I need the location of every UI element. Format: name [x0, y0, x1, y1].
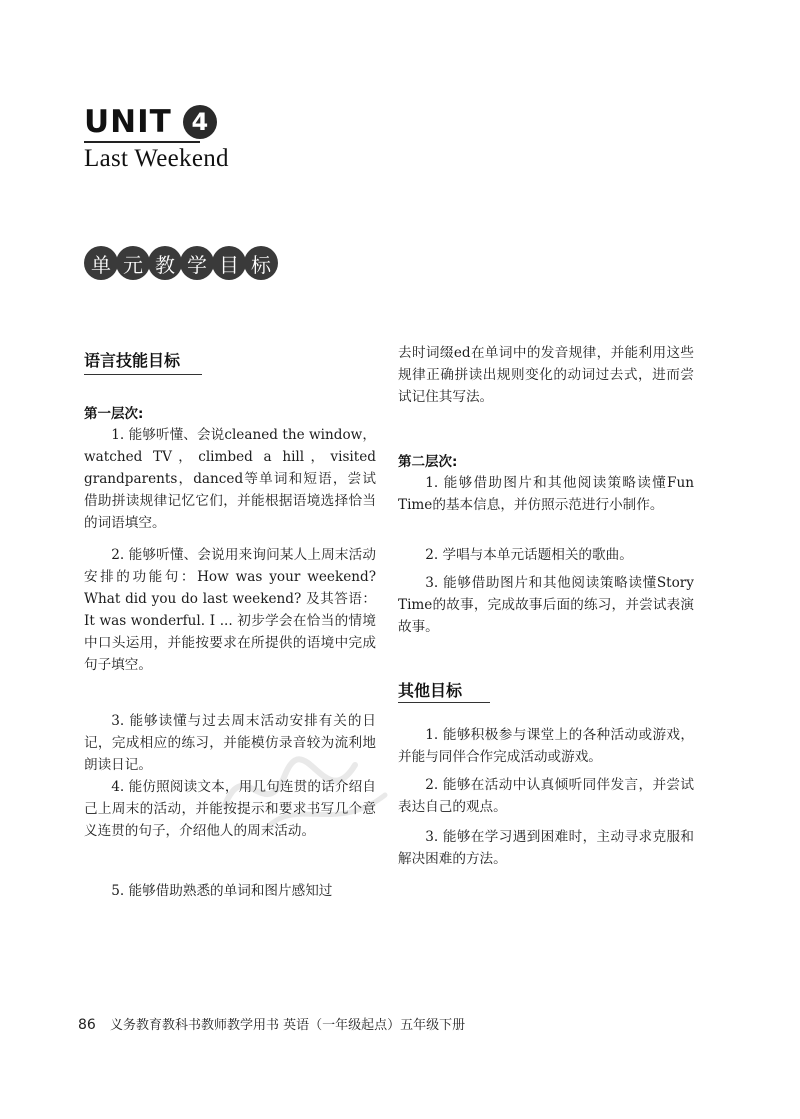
banner-char: 学: [180, 246, 214, 280]
other-goal-item: 1. 能够积极参与课堂上的各种活动或游戏，并能与同伴合作完成活动或游戏。: [398, 727, 694, 765]
unit-heading: [84, 104, 217, 140]
level1-item: 4. 能仿照阅读文本，用几句连贯的话介绍自己上周末的活动，并能按提示和要求书写几个意义连贯的句子，介绍他人的周末活动。: [84, 779, 376, 839]
unit-number-badge: 4: [183, 105, 217, 139]
level1-item: 2. 能够听懂、会说用来询问某人上周末活动安排的功能句：How was your weekend? What did you do last weekend? 及其答语：It was wonderful. I ... 初步学会在恰当的情境中口头运用，并能按要求在所提供的语境中完成句子填空。: [84, 547, 376, 673]
level1-item: 1. 能够听懂、会说cleaned the window，watched TV，climbed a hill，visited grandparents，danced等单词和短语，尝试借助拼读规律记忆它们，并能根据语境选择恰当的词语填空。: [84, 427, 376, 531]
unit-label: UNIT: [84, 104, 172, 140]
book-title: 义务教育教科书教师教学用书 英语（一年级起点）五年级下册: [109, 1018, 466, 1033]
page-footer: [78, 1014, 465, 1033]
unit-objectives-banner: [84, 244, 276, 282]
language-skills-title: 语言技能目标: [84, 351, 181, 370]
other-goal-item: 3. 能够在学习遇到困难时，主动寻求克服和解决困难的方法。: [398, 829, 694, 867]
level2-item: 1. 能够借助图片和其他阅读策略读懂Fun Time的基本信息，并仿照示范进行小制作。: [398, 475, 694, 513]
level2-title: 第二层次:: [398, 454, 458, 470]
banner-char: 单: [84, 246, 118, 280]
unit-title: Last Weekend: [84, 145, 229, 172]
banner-char: 教: [148, 246, 182, 280]
banner-char: 元: [116, 246, 150, 280]
section-underline: [84, 374, 202, 375]
level1-item-5-continued: 去时词缀ed在单词中的发音规律，并能利用这些规律正确拼读出规则变化的动词过去式，进而尝试记住其写法。: [398, 345, 694, 405]
banner-char: 目: [212, 246, 246, 280]
page-number: 86: [78, 1017, 96, 1033]
other-goal-item: 2. 能够在活动中认真倾听同伴发言，并尝试表达自己的观点。: [398, 777, 694, 815]
section-underline: [398, 702, 490, 703]
level2-item: 2. 学唱与本单元话题相关的歌曲。: [425, 547, 633, 563]
other-goals-title: 其他目标: [398, 681, 463, 700]
level1-title: 第一层次:: [84, 406, 144, 422]
banner-char: 标: [244, 246, 278, 280]
level1-item-5-start: 5. 能够借助熟悉的单词和图片感知过: [111, 883, 333, 899]
level2-item: 3. 能够借助图片和其他阅读策略读懂Story Time的故事，完成故事后面的练习，并尝试表演故事。: [398, 575, 694, 635]
level1-item: 3. 能够读懂与过去周末活动安排有关的日记，完成相应的练习，并能模仿录音较为流利地朗读日记。: [84, 713, 376, 773]
unit-underline: [84, 141, 200, 143]
